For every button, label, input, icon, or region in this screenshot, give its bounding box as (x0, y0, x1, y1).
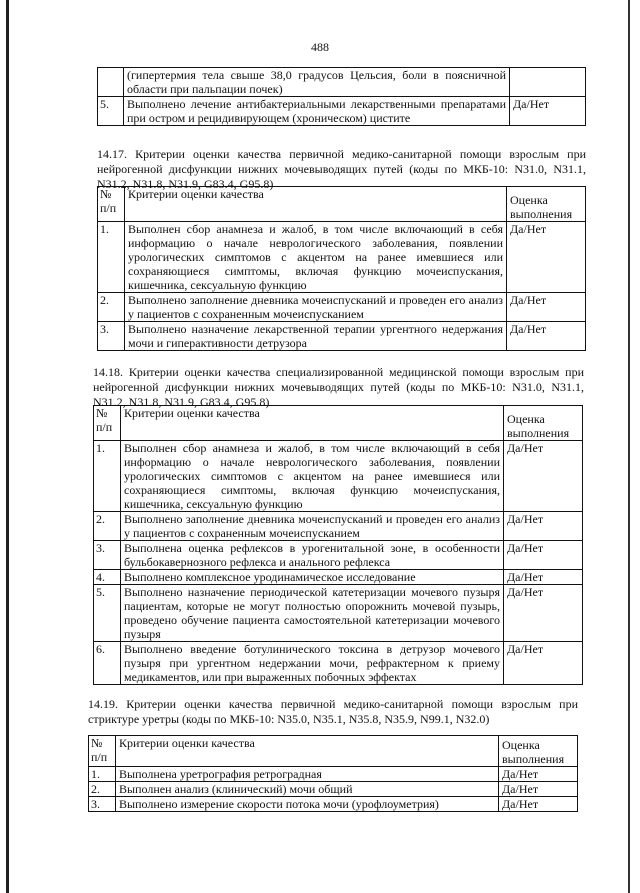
section-heading-14-19: 14.19. Критерии оценки качества первичной медико-санитарной помощи взрослым при стриктуре уретры (коды по МКБ-10: N35.0, N35.1, N35.8, N35.9, N99.1, N32.0) (88, 697, 578, 726)
table-row: 6. Выполнено введение ботулинического токсина в детрузор мочевого пузыря при ургентном недержании мочи, рефрактерном к приему медикаментов, или при выраженных побочных эффектах Да/Нет (94, 642, 583, 685)
table-row: 1. Выполнена уретрография ретроградная Да/Нет (89, 767, 578, 782)
table-row: (гипертермия тела свыше 38,0 градусов Цельсия, боли в поясничной области при пальпации почек) (98, 68, 586, 97)
criteria-table-14-17 (97, 186, 586, 351)
table-row: 1. Выполнен сбор анамнеза и жалоб, в том числе включающий в себя информацию о начале неврологического заболевания, появлении урологических симптомов с акцентом на ранее имевшиеся или сохраняющиеся симптомы, включая функцию мочеиспускания, кишечника, сексуальную функцию Да/Нет (94, 441, 583, 512)
table-row: 5. Выполнено лечение антибактериальными лекарственными препаратами при остром и рецидивирующем (хроническом) цистите Да/Нет (98, 97, 586, 126)
table-row: 2. Выполнен анализ (клинический) мочи общий Да/Нет (89, 782, 578, 797)
page-number: 488 (311, 40, 329, 54)
table-header-row: № п/п Критерии оценки качества Оценка выполнения (98, 187, 586, 222)
scan-border-right (628, 0, 630, 893)
criteria-table-14-18 (93, 405, 583, 685)
table-row: 5. Выполнено назначение периодической катетеризации мочевого пузыря пациентам, которые не могут полностью опорожнить мочевой пузырь, проведено обучение пациента самостоятельной катетеризации мочевого пузыря Да/Нет (94, 585, 583, 642)
table-row: 4. Выполнено комплексное уродинамическое исследование Да/Нет (94, 570, 583, 585)
table-header-row: № п/п Критерии оценки качества Оценка выполнения (89, 736, 578, 767)
table-row: 2. Выполнено заполнение дневника мочеиспусканий и проведен его анализ у пациентов с сохраненным мочеиспусканием Да/Нет (94, 512, 583, 541)
criteria-table-14-19 (88, 735, 578, 812)
table-row: 3. Выполнено назначение лекарственной терапии ургентного недержания мочи и гиперактивности детрузора Да/Нет (98, 322, 586, 351)
section-heading-14-18: 14.18. Критерии оценки качества специализированной медицинской помощи взрослым при нейрогенной дисфункции нижних мочевыводящих путей (коды по МКБ-10: N31.0, N31.1, N31.2, N31.8, N31.9, G83.4, G95.8) (93, 365, 584, 409)
section-heading-14-17: 14.17. Критерии оценки качества первичной медико-санитарной помощи взрослым при нейрогенной дисфункции нижних мочевыводящих путей (коды по МКБ-10: N31.0, N31.1, N31.2, N31.8, N31.9, G83.4, G95.8) (97, 147, 586, 191)
table-row: 2. Выполнено заполнение дневника мочеиспусканий и проведен его анализ у пациентов с сохраненным мочеиспусканием Да/Нет (98, 293, 586, 322)
continuation-table (97, 67, 586, 126)
table-header-row: № п/п Критерии оценки качества Оценка выполнения (94, 406, 583, 441)
table-row: 3. Выполнена оценка рефлексов в урогенитальной зоне, в особенности бульбокавернозного рефлекса и анального рефлекса Да/Нет (94, 541, 583, 570)
scan-border-left (6, 0, 9, 893)
table-row: 1. Выполнен сбор анамнеза и жалоб, в том числе включающий в себя информацию о начале неврологического заболевания, появлении урологических симптомов с акцентом на ранее имевшиеся или сохраняющиеся симптомы, включая функцию мочеиспускания, кишечника, сексуальную функцию Да/Нет (98, 222, 586, 293)
table-row: 3. Выполнено измерение скорости потока мочи (урофлоуметрия) Да/Нет (89, 797, 578, 812)
